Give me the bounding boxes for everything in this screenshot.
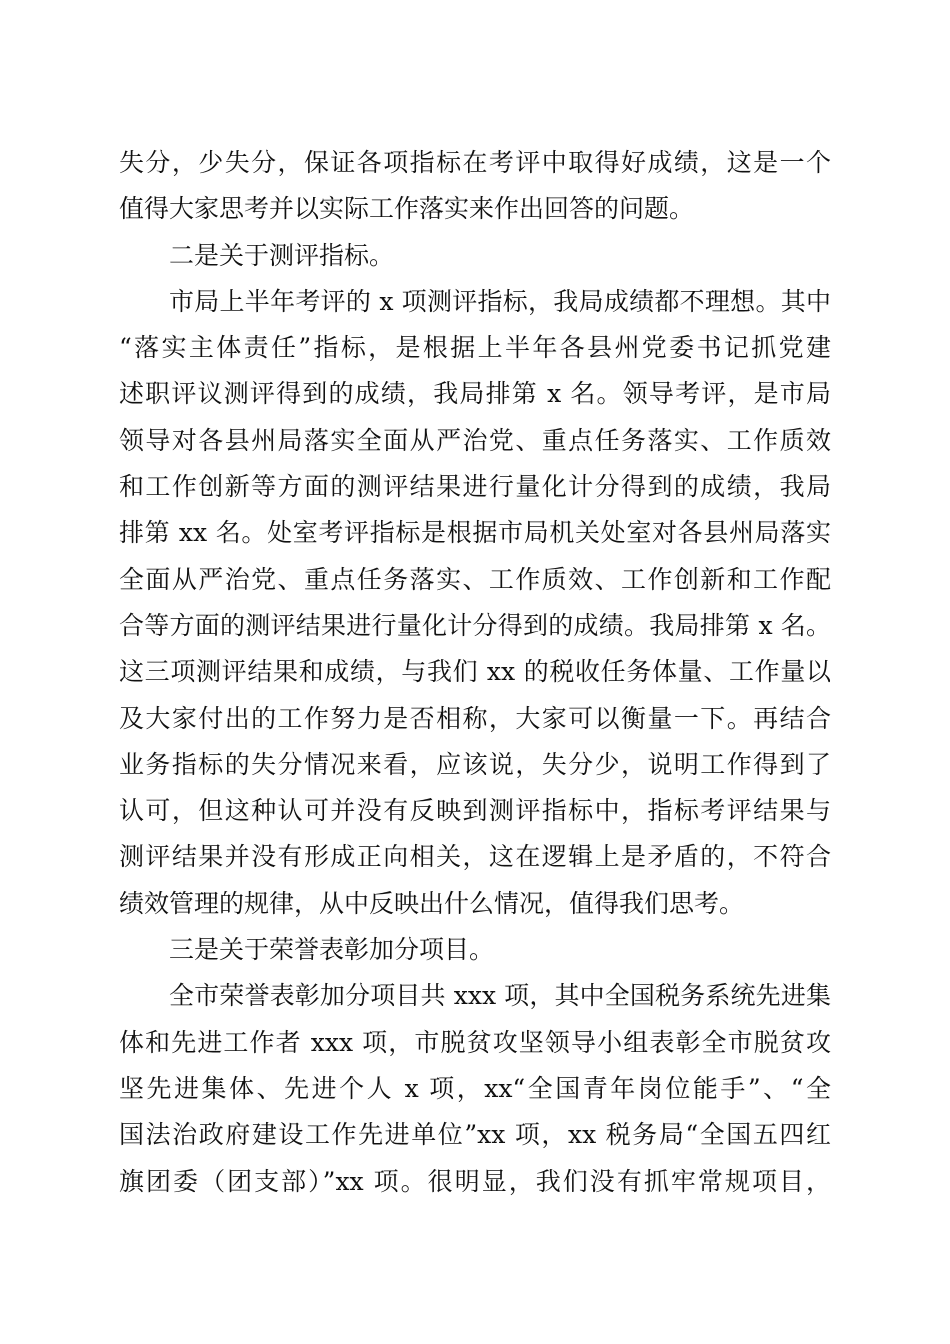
text-line: 测评结果并没有形成正向相关，这在逻辑上是矛盾的，不符合 xyxy=(119,842,831,872)
body-text xyxy=(119,140,831,1205)
text-line: 旗团委（团支部）”xx 项。很明显，我们没有抓牢常规项目， xyxy=(119,1166,831,1196)
text-line: 坚先进集体、先进个人 x 项，xx“全国青年岗位能手”、“全 xyxy=(119,1073,831,1103)
text-line: 失分，少失分，保证各项指标在考评中取得好成绩，这是一个 xyxy=(119,148,831,177)
text-line: 业务指标的失分情况来看，应该说，失分少，说明工作得到了 xyxy=(119,749,831,779)
text-line: 体和先进工作者 xxx 项，市脱贫攻坚领导小组表彰全市脱贫攻 xyxy=(119,1027,831,1057)
text-line: 国法治政府建设工作先进单位”xx 项，xx 税务局“全国五四红 xyxy=(119,1120,831,1150)
text-line: 排第 xx 名。处室考评指标是根据市局机关处室对各县州局落实 xyxy=(119,518,831,548)
text-line: 全市荣誉表彰加分项目共 xxx 项，其中全国税务系统先进集 xyxy=(169,981,831,1011)
text-line: 值得大家思考并以实际工作落实来作出回答的问题。 xyxy=(119,194,695,224)
section-heading-2: 二是关于测评指标。 xyxy=(169,240,395,270)
text-line: 述职评议测评得到的成绩，我局排第 x 名。领导考评，是市局 xyxy=(119,379,831,409)
text-line: 领导对各县州局落实全面从严治党、重点任务落实、工作质效 xyxy=(119,425,831,455)
text-line: 和工作创新等方面的测评结果进行量化计分得到的成绩，我局 xyxy=(119,472,831,502)
text-line: 及大家付出的工作努力是否相称，大家可以衡量一下。再结合 xyxy=(119,703,831,733)
text-line: 市局上半年考评的 x 项测评指标，我局成绩都不理想。其中 xyxy=(169,286,831,316)
text-line: 认可，但这种认可并没有反映到测评指标中，指标考评结果与 xyxy=(119,796,831,826)
text-line: 绩效管理的规律，从中反映出什么情况，值得我们思考。 xyxy=(119,888,745,918)
text-line: 这三项测评结果和成绩，与我们 xx 的税收任务体量、工作量以 xyxy=(119,657,831,687)
text-line: 合等方面的测评结果进行量化计分得到的成绩。我局排第 x 名。 xyxy=(119,610,831,640)
text-line: “落实主体责任”指标，是根据上半年各县州党委书记抓党建 xyxy=(119,333,831,363)
text-line: 全面从严治党、重点任务落实、工作质效、工作创新和工作配 xyxy=(119,564,831,594)
section-heading-3: 三是关于荣誉表彰加分项目。 xyxy=(169,935,495,965)
